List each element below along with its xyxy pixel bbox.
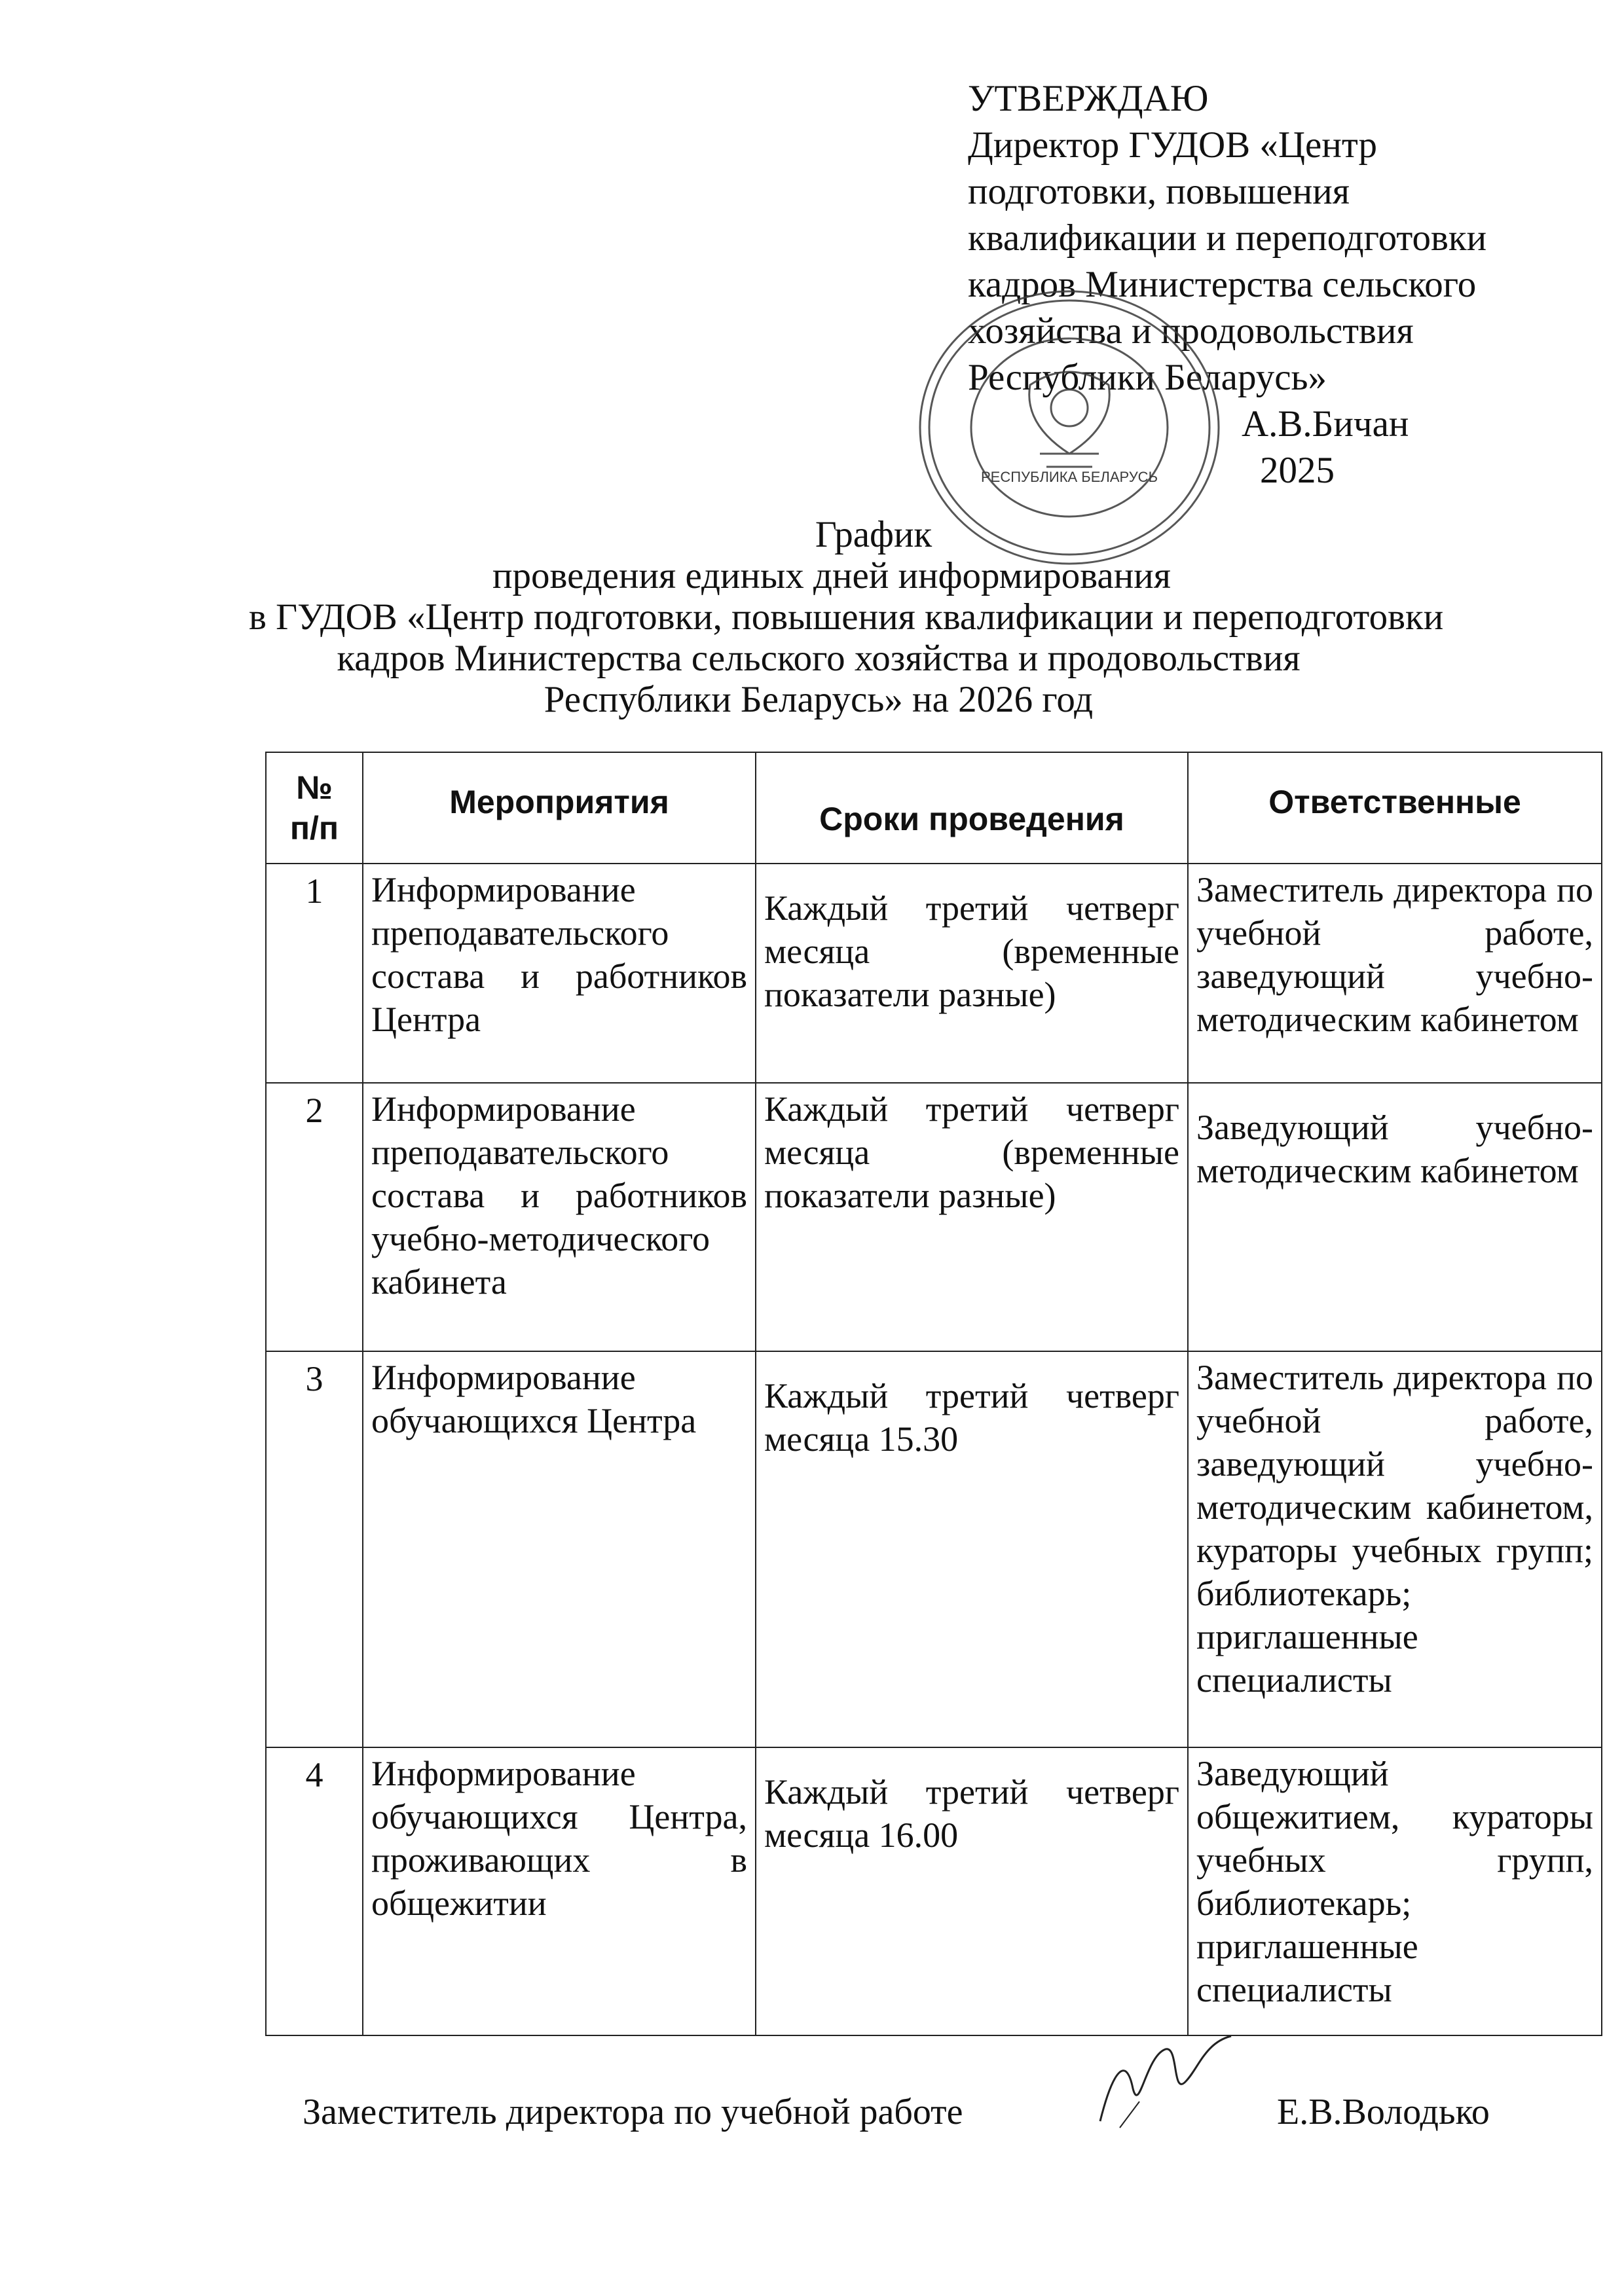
table-row [266, 1747, 1602, 2035]
row-number: 2 [266, 1083, 363, 1351]
row-terms: Каждый третий четверг месяца (временные показатели разные) [756, 1083, 1188, 1351]
footer-position: Заместитель директора по учебной работе [303, 2092, 963, 2132]
row-terms: Каждый третий четверг месяца 15.30 [756, 1351, 1188, 1747]
row-number: 1 [266, 864, 363, 1083]
column-header-number [266, 752, 363, 864]
title-line: проведения единых дней информирования [492, 555, 1171, 596]
row-terms: Каждый третий четверг месяца 16.00 [756, 1747, 1188, 2035]
schedule-table [265, 752, 1602, 2036]
row-responsible: Заместитель директора по учебной работе, заведующий учебно-методическим кабинетом [1188, 864, 1602, 1083]
row-event: Информирование обучающихся Центра [363, 1351, 756, 1747]
document-title [249, 514, 1444, 720]
row-event: Информирование обучающихся Центра, проживающих в общежитии [363, 1747, 756, 2035]
signature-icon [1080, 2030, 1251, 2134]
row-number: 4 [266, 1747, 363, 2035]
title-line: в ГУДОВ «Центр подготовки, повышения квалификации и переподготовки [249, 596, 1444, 638]
row-event: Информирование преподавательского состава и работников Центра [363, 864, 756, 1083]
title-line: кадров Министерства сельского хозяйства и продовольствия [337, 638, 1301, 679]
approval-line: Директор ГУДОВ «Центр [968, 124, 1377, 166]
approval-line: кадров Министерства сельского [968, 264, 1477, 305]
approval-line: квалификации и переподготовки [968, 217, 1487, 259]
row-responsible: Заместитель директора по учебной работе, заведующий учебно-методическим кабинетом, кураторы учебных групп; библиотекарь; приглашенные специалисты [1188, 1351, 1602, 1747]
approval-line: Республики Беларусь» [968, 357, 1327, 398]
column-header-responsible: Ответственные [1188, 752, 1602, 864]
row-responsible: Заведующий общежитием, кураторы учебных групп, библиотекарь; приглашенные специалисты [1188, 1747, 1602, 2035]
column-header-terms: Сроки проведения [756, 752, 1188, 864]
table-header-row [266, 752, 1602, 864]
approval-signer: А.В.Бичан [1242, 403, 1409, 445]
table-row [266, 1351, 1602, 1747]
row-terms: Каждый третий четверг месяца (временные показатели разные) [756, 864, 1188, 1083]
footer-name: Е.В.Володько [1277, 2092, 1490, 2132]
approval-heading: УТВЕРЖДАЮ [968, 78, 1209, 119]
header-num-line: № [296, 769, 333, 806]
approval-year: 2025 [1260, 450, 1335, 491]
title-line: Республики Беларусь» на 2026 год [544, 679, 1094, 720]
table-row [266, 1083, 1602, 1351]
title-line: График [815, 514, 932, 555]
row-number: 3 [266, 1351, 363, 1747]
table-row [266, 864, 1602, 1083]
approval-line: хозяйства и продовольствия [968, 310, 1414, 352]
column-header-event: Мероприятия [363, 752, 756, 864]
row-event: Информирование преподавательского состава и работников учебно-методического кабинета [363, 1083, 756, 1351]
seal-inner-text: РЕСПУБЛИКА БЕЛАРУСЬ [980, 469, 1158, 485]
row-responsible: Заведующий учебно-методическим кабинетом [1188, 1083, 1602, 1351]
approval-line: подготовки, повышения [968, 171, 1350, 212]
header-num-line: п/п [289, 810, 339, 847]
